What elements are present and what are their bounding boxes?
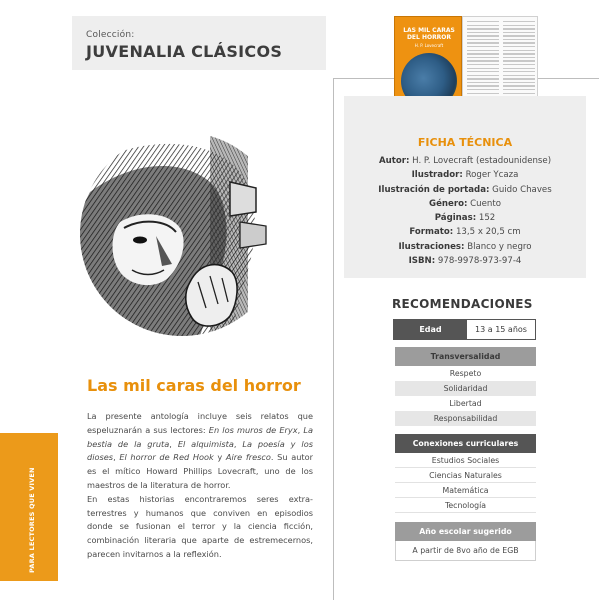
ficha-rows [344, 154, 586, 268]
separator: y [213, 452, 226, 463]
hooded-figure-illustration [80, 132, 284, 336]
separator: , [169, 438, 178, 449]
ficha-value: H. P. Lovecraft (estadounidense) [412, 156, 552, 166]
description-text: La presente antología incluye seis relatos que espeluznarán a sus lectores: [87, 411, 313, 435]
story-title: El alquimista [177, 438, 234, 449]
edad-label: Edad [394, 320, 467, 339]
ficha-key: Autor: [378, 156, 410, 166]
ficha-row-portada [344, 183, 586, 197]
ficha-value: Guido Chaves [492, 184, 552, 195]
book-title: Las mil caras del horror [87, 376, 301, 395]
conexiones-item: Estudios Sociales [395, 453, 536, 468]
separator: , [297, 424, 304, 435]
collection-label: Colección: [86, 30, 135, 40]
cover-author: H. P. Lovecraft [414, 43, 444, 48]
transversalidad-item: Responsabilidad [395, 411, 536, 426]
ficha-value: Blanco y negro [467, 241, 532, 252]
separator: , [113, 452, 120, 463]
ficha-value: Cuento [470, 198, 501, 209]
edad-row [393, 319, 536, 340]
anio-escolar-value: A partir de 8vo año de EGB [395, 541, 536, 561]
ficha-key: Formato: [409, 227, 454, 238]
recomendaciones-heading: RECOMENDACIONES [392, 297, 533, 311]
transversalidad-item: Respeto [395, 366, 536, 381]
ficha-heading: FICHA TÉCNICA [417, 136, 513, 149]
collection-name: JUVENALIA CLÁSICOS [86, 42, 283, 61]
ficha-key: Género: [429, 198, 468, 209]
ficha-key: Ilustraciones: [398, 241, 465, 252]
ficha-value: 152 [478, 213, 496, 224]
collection-header [72, 16, 326, 70]
anio-escolar-block [395, 522, 536, 561]
story-title: En los muros de Eryx [208, 424, 298, 435]
ficha-row-isbn [344, 254, 586, 268]
story-title: La poesía y los dioses [87, 438, 313, 463]
ficha-key: ISBN: [408, 256, 436, 267]
conexiones-item: Tecnología [395, 498, 536, 513]
ficha-key: Ilustrador: [411, 170, 463, 181]
ficha-key: Ilustración de portada: [378, 184, 490, 195]
transversalidad-block [395, 347, 536, 426]
conexiones-item: Matemática [395, 483, 536, 498]
conexiones-block [395, 434, 536, 513]
ficha-row-autor [344, 154, 586, 168]
transversalidad-item: Solidaridad [395, 381, 536, 396]
transversalidad-item: Libertad [395, 396, 536, 411]
description-text: . Su autor es el mítico Howard Phillips Lovecraft, uno de los maestros de la literatura de horror. [87, 452, 313, 490]
description-paragraph-1 [87, 410, 313, 493]
book-illustration [80, 132, 284, 336]
ficha-row-paginas [344, 211, 586, 225]
ficha-tecnica-panel [344, 96, 586, 278]
ficha-value: 978-9978-973-97-4 [437, 256, 522, 267]
story-title: El horror de Red Hook [119, 452, 214, 463]
story-title: La bestia de la gruta [87, 424, 313, 449]
book-description [87, 410, 313, 562]
story-title: Aire fresco [225, 452, 271, 463]
transversalidad-heading: Transversalidad [395, 347, 536, 366]
ficha-row-genero [344, 197, 586, 211]
conexiones-heading: Conexiones curriculares [395, 434, 536, 453]
ficha-value: 13,5 x 20,5 cm [455, 227, 521, 238]
ficha-value: Roger Ycaza [465, 170, 519, 181]
anio-escolar-heading: Año escolar sugerido [395, 522, 536, 541]
ficha-key: Páginas: [434, 213, 477, 224]
audience-side-tab-label: PARA LECTORES QUE VIVEN [28, 467, 36, 573]
ficha-row-ilustrador [344, 168, 586, 182]
separator: , [233, 438, 243, 449]
audience-side-tab [0, 433, 58, 581]
cover-title: LAS MIL CARAS DEL HORROR [403, 27, 455, 41]
edad-value: 13 a 15 años [475, 325, 527, 334]
ficha-row-ilustraciones [344, 240, 586, 254]
description-paragraph-2: En estas historias encontraremos seres extra-terrestres y humanos que conviven en episodios donde se fusionan el terror y la ciencia ficción, combinación literaria que aparte de estremecernos, parecen invitarnos a la reflexión. [87, 493, 313, 559]
conexiones-item: Ciencias Naturales [395, 468, 536, 483]
ficha-row-formato [344, 225, 586, 239]
